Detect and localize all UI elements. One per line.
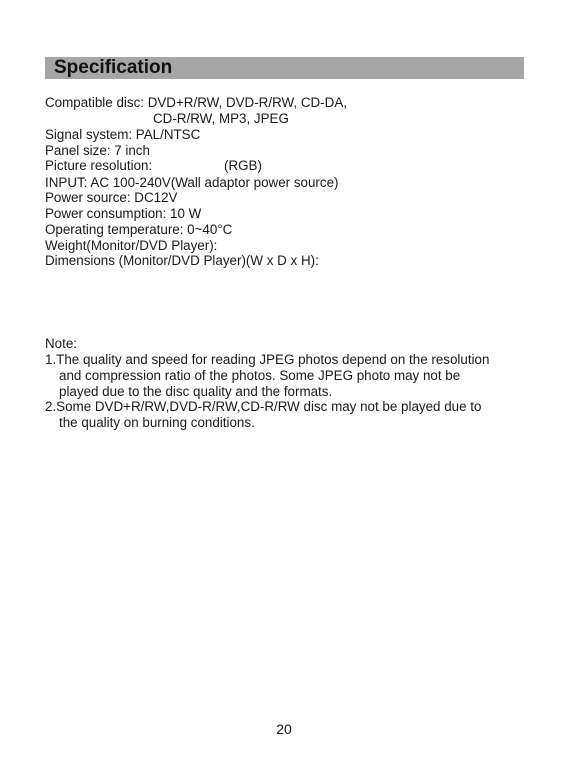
section-header-bar bbox=[45, 57, 524, 79]
spec-weight: Weight(Monitor/DVD Player): bbox=[45, 238, 218, 253]
spec-compatible-disc-line2: CD-R/RW, MP3, JPEG bbox=[153, 111, 289, 126]
note-item2-line1: 2.Some DVD+R/RW,DVD-R/RW,CD-R/RW disc may not be played due to bbox=[45, 399, 482, 414]
spec-picture-resolution-value: (RGB) bbox=[224, 158, 262, 173]
spec-picture-resolution bbox=[45, 158, 345, 174]
spec-power-source: Power source: DC12V bbox=[45, 190, 178, 205]
note-item1-line3: played due to the disc quality and the formats. bbox=[59, 384, 333, 399]
spec-panel-size: Panel size: 7 inch bbox=[45, 143, 150, 158]
spec-signal-system: Signal system: PAL/NTSC bbox=[45, 127, 201, 142]
spec-dimensions: Dimensions (Monitor/DVD Player)(W x D x H): bbox=[45, 253, 319, 268]
spec-compatible-disc-line1: Compatible disc: DVD+R/RW, DVD-R/RW, CD-DA, bbox=[45, 95, 347, 110]
page-number: 20 bbox=[276, 721, 292, 737]
spec-operating-temperature: Operating temperature: 0~40°C bbox=[45, 222, 233, 237]
note-item2-line2: the quality on burning conditions. bbox=[59, 415, 255, 430]
section-title: Specification bbox=[54, 57, 173, 78]
spec-input: INPUT: AC 100-240V(Wall adaptor power source) bbox=[45, 175, 339, 190]
spec-power-consumption: Power consumption: 10 W bbox=[45, 206, 202, 221]
note-item1-line2: and compression ratio of the photos. Some JPEG photo may not be bbox=[59, 368, 461, 383]
spec-picture-resolution-label: Picture resolution: bbox=[45, 158, 153, 173]
note-item1-line1: 1.The quality and speed for reading JPEG photos depend on the resolution bbox=[45, 352, 490, 367]
note-heading: Note: bbox=[45, 336, 78, 351]
